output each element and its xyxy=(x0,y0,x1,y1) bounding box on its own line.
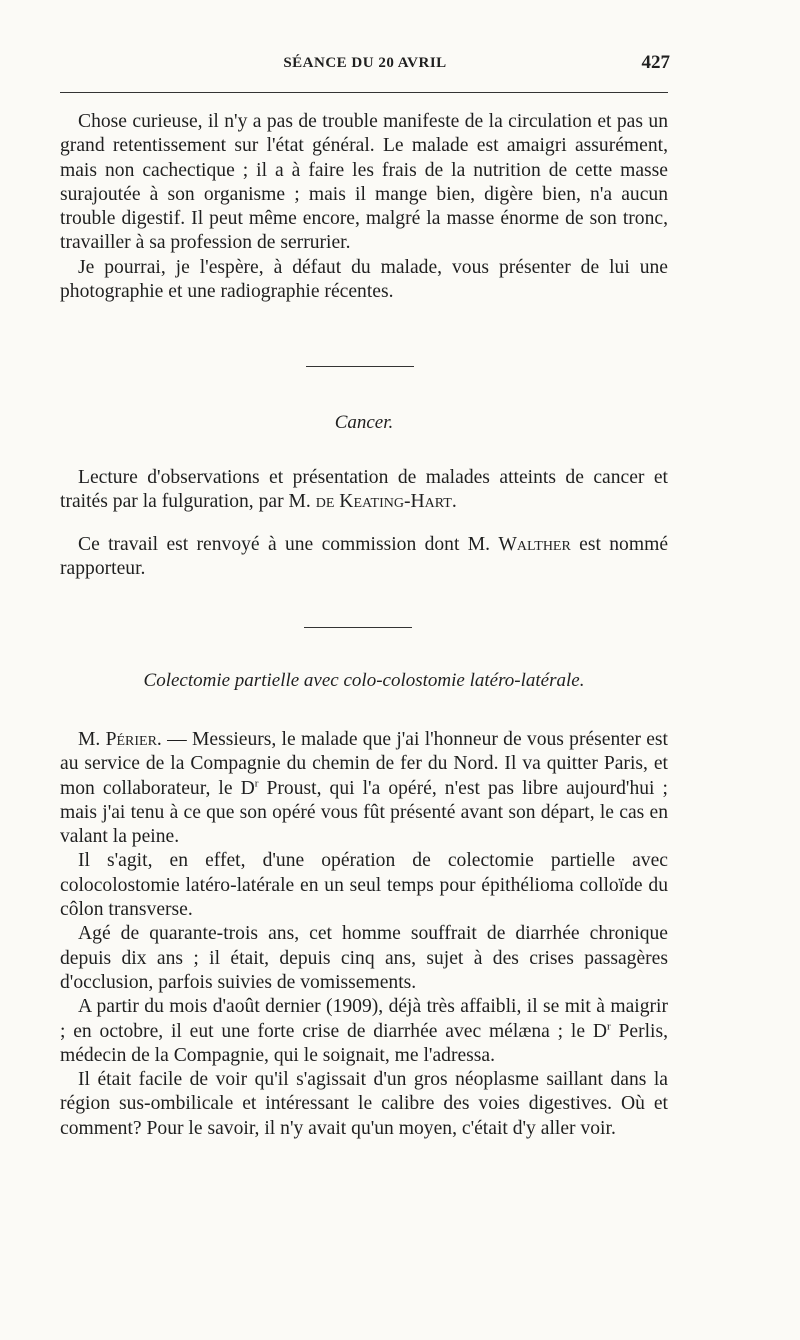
author-name: M. Périer. xyxy=(78,729,162,750)
paragraph: Il était facile de voir qu'il s'agissait d'un gros néoplasme saillant dans la région sus-ombilicale et intéressant le calibre des voies digestives. Où et comment? Pour le savoir, il n'y avait qu'un moyen, c'était d'y aller voir. xyxy=(60,1069,668,1139)
running-title: SÉANCE DU 20 AVRIL xyxy=(283,55,447,71)
continued-text-block xyxy=(60,110,668,304)
page-number: 427 xyxy=(641,52,670,73)
paragraph: Ce travail est renvoyé à une commission dont M. Walther est nommé rapporteur. xyxy=(60,533,669,579)
author-name: de Keating-Hart xyxy=(315,491,452,513)
paragraph: Lecture d'observations et présentation de malades atteints de cancer et traités par la fulguration, par M. de Keating-Hart. xyxy=(60,467,668,513)
header-rule xyxy=(60,92,668,93)
paragraph: Chose curieuse, il n'y a pas de trouble manifeste de la circulation et pas un grand retentissement sur l'état général. Le malade est amaigri assurément, mais non cachectique ; il a à faire les frais de la nutrition de cette masse surajoutée à son organisme ; mais il mange bien, digère bien, n'a aucun trouble digestif. Il peut même encore, malgré la masse énorme de son tronc, travailler à sa profession de serrurier. xyxy=(60,111,668,254)
paragraph: Agé de quarante-trois ans, cet homme souffrait de diarrhée chronique depuis dix ans ; il était, depuis cinq ans, sujet à des crises passagères d'occlusion, parfois suivies de vomissements. xyxy=(60,923,668,993)
paragraph: A partir du mois d'août dernier (1909), déjà très affaibli, il se mit à maigrir ; en octobre, il eut une forte crise de diarrhée avec mélæna ; le $D^r$ Perlis, médecin de la Compagnie, qui le soignait, me l'adressa. xyxy=(60,996,668,1066)
paragraph: M. Périer. — Messieurs, le malade que j'ai l'honneur de vous présenter est au service de la Compagnie du chemin de fer du Nord. Il va quitter Paris, et mon collaborateur, le $D^r$ Proust, qui l'a opéré, n'est pas libre aujourd'hui ; mais j'ai tenu à ce que son opéré vous fût présenté avant son départ, le cas en valant la peine. xyxy=(60,729,668,848)
author-name: Walther xyxy=(498,533,571,555)
cancer-text-block xyxy=(60,466,668,581)
colectomie-text-block xyxy=(60,728,668,1141)
section-heading-colectomie: Colectomie partielle avec colo-colostomie latéro-latérale. xyxy=(143,670,585,691)
running-header xyxy=(60,52,670,78)
section-separator xyxy=(304,627,412,628)
section-heading-cancer: Cancer. xyxy=(334,412,394,433)
paragraph: Je pourrai, je l'espère, à défaut du malade, vous présenter de lui une photographie et une radiographie récentes. xyxy=(60,256,668,303)
section-separator xyxy=(306,366,414,367)
paragraph: Il s'agit, en effet, d'une opération de colectomie partielle avec colocolostomie latéro-latérale en un seul temps pour épithélioma colloïde du côlon transverse. xyxy=(60,850,668,921)
